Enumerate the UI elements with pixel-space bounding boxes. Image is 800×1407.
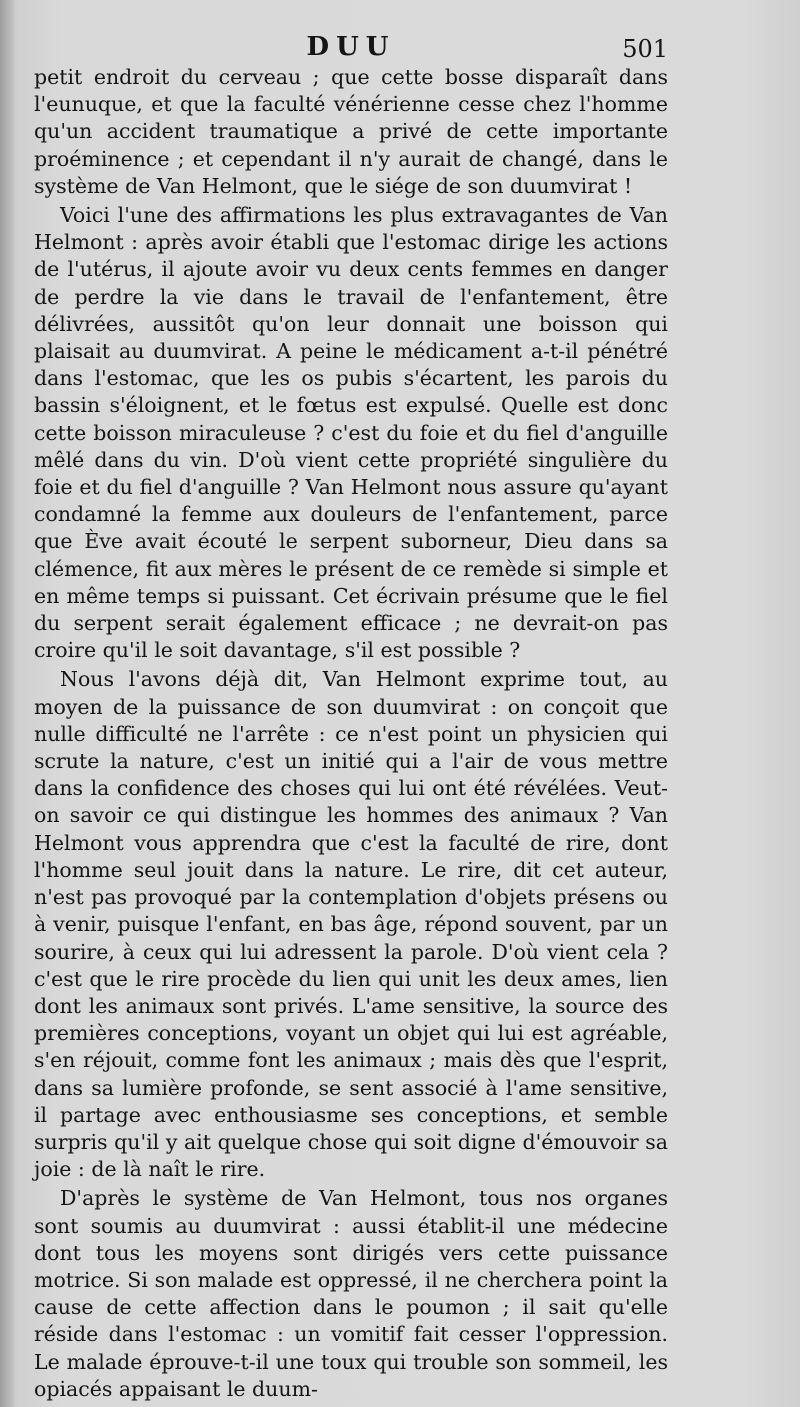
page-gutter-shadow (0, 0, 14, 1407)
paragraph-4: D'après le système de Van Helmont, tous nos organes sont soumis au duumvirat : aussi établit-il une médecine dont tous les moyens sont dirigés vers cette puissance motrice. Si son malade est oppressé, il ne cherchera point la cause de cette affection dans le poumon ; il sait qu'elle réside dans l'estomac : un vomitif fait cesser l'oppression. Le malade éprouve-t-il une toux qui trouble son sommeil, les opiacés appaisant le duum- (34, 1186, 668, 1401)
paragraph-2: Voici l'une des affirmations les plus extravagantes de Van Helmont : après avoir établi que l'estomac dirige les actions de l'utérus, il ajoute avoir vu deux cents femmes en danger de perdre la vie dans le travail de l'enfantement, être délivrées, aussitôt qu'on leur donnait une boisson qui plaisait au duumvirat. A peine le médicament a-t-il pénétré dans l'estomac, que les os pubis s'écartent, les parois du bassin s'éloignent, et le fœtus est expulsé. Quelle est donc cette boisson miraculeuse ? c'est du foie et du fiel d'anguille mêlé dans du vin. D'où vient cette propriété singulière du foie et du fiel d'anguille ? Van Helmont nous assure qu'ayant condamné la femme aux douleurs de l'enfantement, parce que Ève avait écouté le serpent suborneur, Dieu dans sa clémence, fit aux mères le présent de ce remède si simple et en même temps si puissant. Cet écrivain présume que le fiel du serpent serait également efficace ; ne devrait-on pas croire qu'il le soit davantage, s'il est possible ? (34, 203, 668, 663)
body-text (34, 64, 668, 1403)
running-head: DUU (306, 32, 396, 62)
page-number: 501 (622, 35, 668, 63)
page-header (34, 30, 668, 66)
paragraph-1: petit endroit du cerveau ; que cette bosse disparaît dans l'eunuque, et que la faculté vénérienne cesse chez l'homme qu'un accident traumatique a privé de cette importante proéminence ; et cependant il n'y aurait de changé, dans le système de Van Helmont, que le siége de son duumvirat ! (34, 65, 668, 198)
paragraph-3: Nous l'avons déjà dit, Van Helmont exprime tout, au moyen de la puissance de son duumvirat : on conçoit que nulle difficulté ne l'arrête : ce n'est point un physicien qui scrute la nature, c'est un initié qui a l'air de vous mettre dans la confidence des choses qui lui ont été révélées. Veut-on savoir ce qui distingue les hommes des animaux ? Van Helmont vous apprendra que c'est la faculté de rire, dont l'homme seul jouit dans la nature. Le rire, dit cet auteur, n'est pas provoqué par la contemplation d'objets présens ou à venir, puisque l'enfant, en bas âge, répond souvent, par un sourire, à ceux qui lui adressent la parole. D'où vient cela ? c'est que le rire procède du lien qui unit les deux ames, lien dont les animaux sont privés. L'ame sensitive, la source des premières conceptions, voyant un objet qui lui est agréable, s'en réjouit, comme font les animaux ; mais dès que l'esprit, dans sa lumière profonde, se sent associé à l'ame sensitive, il partage avec enthousiasme ses conceptions, et semble surpris qu'il y ait quelque chose qui soit digne d'émouvoir sa joie : de là naît le rire. (34, 667, 668, 1182)
